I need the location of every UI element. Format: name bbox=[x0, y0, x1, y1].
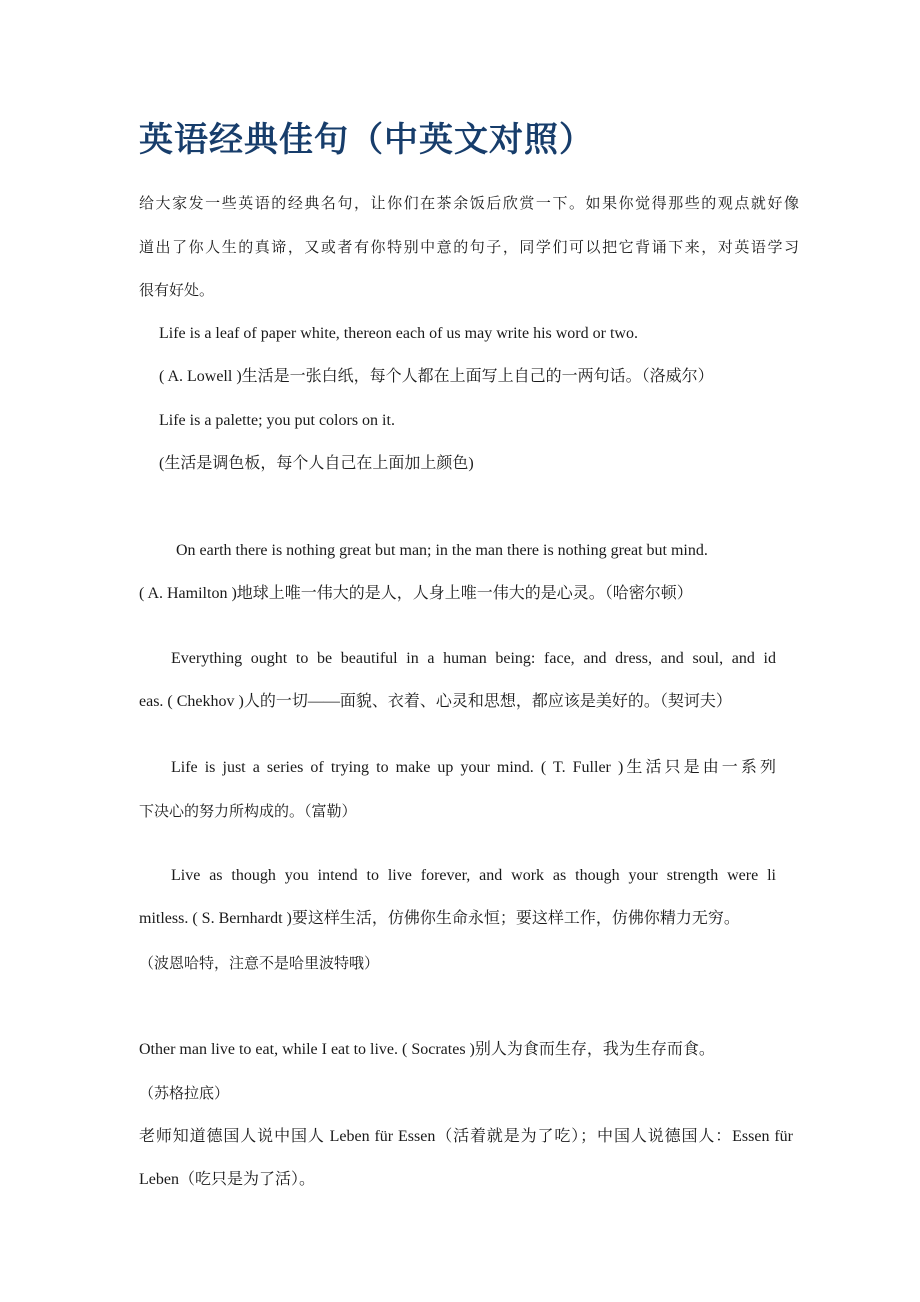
quote-bernhardt-note: （波恩哈特，注意不是哈里波特哦） bbox=[139, 954, 380, 972]
quote-fuller-english: Life is just a series of trying to make up your mind. ( T. Fuller )生活只是由一系列 bbox=[171, 759, 776, 776]
quote-hamilton-translation: ( A. Hamilton )地球上唯一伟大的是人，人身上唯一伟大的是心灵。（哈密尔顿） bbox=[139, 585, 693, 602]
quote-chekhov-english: Everything ought to be beautiful in a human being: face, and dress, and soul, and id bbox=[171, 650, 776, 667]
intro-line-3: 很有好处。 bbox=[139, 281, 215, 299]
quote-socrates-english: Other man live to eat, while I eat to live. ( Socrates )别人为食而生存，我为生存而食。 bbox=[139, 1041, 715, 1058]
teacher-note-line-1: 老师知道德国人说中国人 Leben für Essen（活着就是为了吃）；中国人说德国人：Essen für bbox=[139, 1128, 793, 1145]
quote-bernhardt-english: Live as though you intend to live forever, and work as though your strength were li bbox=[171, 867, 776, 884]
quote-lowell-translation: ( A. Lowell )生活是一张白纸，每个人都在上面写上自己的一两句话。（洛威尔） bbox=[159, 368, 714, 385]
quote-hamilton-english: On earth there is nothing great but man; in the man there is nothing great but mind. bbox=[176, 542, 708, 559]
teacher-note-line-2: Leben（吃只是为了活）。 bbox=[139, 1171, 315, 1188]
quote-lowell-english: Life is a leaf of paper white, thereon each of us may write his word or two. bbox=[159, 325, 638, 342]
quote-bernhardt-translation: mitless. ( S. Bernhardt )要这样生活，仿佛你生命永恒；要这样工作，仿佛你精力无穷。 bbox=[139, 910, 740, 927]
quote-palette-translation: (生活是调色板，每个人自己在上面加上颜色) bbox=[159, 455, 474, 472]
quote-socrates-attribution: （苏格拉底） bbox=[139, 1084, 230, 1102]
quote-chekhov-translation: eas. ( Chekhov )人的一切——面貌、衣着、心灵和思想，都应该是美好的。（契诃夫） bbox=[139, 693, 732, 710]
intro-line-1: 给大家发一些英语的经典名句，让你们在茶余饭后欣赏一下。如果你觉得那些的观点就好像 bbox=[139, 194, 799, 212]
intro-line-2: 道出了你人生的真谛，又或者有你特别中意的句子，同学们可以把它背诵下来，对英语学习 bbox=[139, 238, 799, 256]
quote-palette-english: Life is a palette; you put colors on it. bbox=[159, 412, 395, 429]
document-title: 英语经典佳句（中英文对照） bbox=[139, 120, 594, 160]
quote-fuller-translation: 下决心的努力所构成的。（富勒） bbox=[139, 802, 357, 820]
